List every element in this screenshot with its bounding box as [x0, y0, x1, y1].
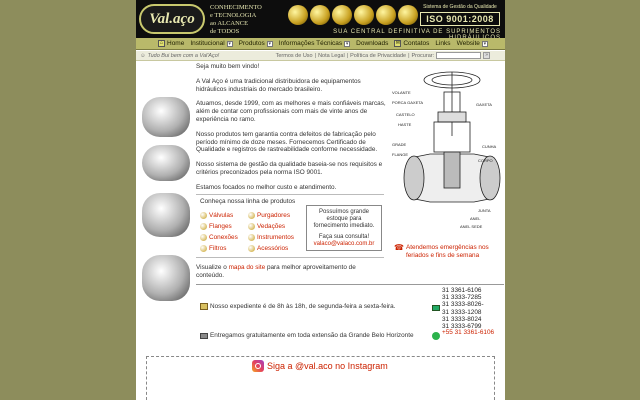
valve-part-icon	[288, 5, 308, 25]
filter-icon	[200, 245, 207, 252]
valve-label: ANEL SEDE	[460, 224, 483, 229]
phone-number[interactable]: 31 3333-8026-	[442, 301, 484, 309]
phone-number[interactable]: 31 3333-1208	[442, 308, 482, 316]
whatsapp-icon	[432, 332, 440, 340]
pipe-fittings-illustration	[136, 95, 194, 315]
fitting-icon	[200, 234, 207, 241]
emergency-notice[interactable]: ☎ Atendemos emergências nos feriados e fins de semana	[394, 243, 489, 259]
business-hours: Nosso expediente é de 8h às 18h, de segunda-feira a sexta-feira.	[200, 303, 395, 310]
chevron-down-icon: ▾	[483, 40, 487, 47]
welcome-subtext: Tudo Bui bem com a Val'Aço!	[147, 52, 220, 59]
valve-label: JUNTA	[478, 208, 491, 213]
sitemap-link[interactable]: mapa do site	[228, 264, 266, 271]
product-link-valvulas[interactable]: Válvulas	[200, 212, 233, 219]
divider	[196, 284, 504, 285]
phone-number[interactable]: 31 3333-8024	[442, 315, 482, 323]
instagram-link[interactable]: Siga a @val.aco no Instagram	[252, 360, 388, 372]
contact-icon: ✉	[395, 40, 400, 46]
pipe-fitting-image	[142, 145, 190, 181]
search-label: Procurar:	[411, 52, 435, 59]
product-link-acessorios[interactable]: Acessórios	[248, 245, 288, 252]
office-icon	[200, 303, 208, 310]
valve-part-icon	[376, 5, 396, 25]
valve-label: HASTE	[398, 122, 412, 127]
pipe-fitting-image	[142, 193, 190, 237]
valve-part-icon	[354, 5, 374, 25]
valve-icon	[200, 212, 207, 219]
search-go-button[interactable]: »	[483, 52, 490, 59]
email-link[interactable]: valaco@valaco.com.br	[313, 241, 375, 247]
product-link-instrumentos[interactable]: Instrumentos	[248, 234, 294, 241]
greeting: Seja muito bem vindo!	[196, 63, 260, 70]
phone-list	[442, 287, 504, 330]
user-icon: ☺	[140, 52, 146, 59]
tagline: CONHECIMENTO e TECNOLOGIA ao ALCANCE de TODOS	[210, 4, 262, 35]
header-parts-banner	[286, 3, 421, 27]
nav-item-contatos[interactable]: ✉ Contatos	[395, 40, 430, 47]
accessory-icon	[248, 245, 255, 252]
instagram-icon	[252, 360, 264, 372]
central-slogan: SUA CENTRAL DEFINITIVA DE SUPRIMENTOS	[333, 29, 501, 35]
product-link-vedacoes[interactable]: Vedações	[248, 223, 285, 230]
nav-item-institucional[interactable]: Institucional ▾	[190, 40, 231, 47]
stock-box: Possuímos grande estoque para fornecimento imediato. Faça sua consulta! valaco@valaco.com.br	[306, 205, 382, 251]
valve-part-icon	[332, 5, 352, 25]
terms-link[interactable]: Termos de Uso	[275, 52, 313, 59]
valve-label: VOLANTE	[392, 90, 411, 95]
logo[interactable]: Val.aço	[139, 4, 205, 34]
phone-number[interactable]: 31 3333-6799	[442, 323, 482, 331]
nav-item-website[interactable]: Website ▾	[456, 40, 487, 47]
truck-icon	[200, 333, 208, 339]
chevron-down-icon: ▾	[268, 40, 271, 47]
product-link-conexoes[interactable]: Conexões	[200, 234, 238, 241]
sitemap-notice: Visualize o mapa do site para melhor aproveitamento de conteúdo.	[196, 264, 356, 279]
product-link-purgadores[interactable]: Purgadores	[248, 212, 290, 219]
steam-trap-icon	[248, 212, 255, 219]
valve-part-icon	[398, 5, 418, 25]
nav-item-informacoes[interactable]: Informações Técnicas ▾	[278, 40, 349, 47]
legal-link[interactable]: Nota Legal	[318, 52, 345, 59]
pipe-fitting-image	[142, 97, 190, 137]
nav-item-links[interactable]: Links	[435, 40, 451, 47]
flange-icon	[200, 223, 207, 230]
valve-label: GRADE	[392, 142, 407, 147]
telephone-icon	[432, 305, 440, 311]
gauge-icon	[248, 234, 255, 241]
home-icon: ⌂	[159, 40, 164, 46]
privacy-link[interactable]: Política de Privacidade	[350, 52, 407, 59]
sub-bar: ☺ Tudo Bui bem com a Val'Aço! Termos de Uso | Nota Legal | Política de Privacidade | Procurar: »	[136, 51, 505, 61]
product-link-filtros[interactable]: Filtros	[200, 245, 226, 252]
valve-label: PORCA GAXETA	[392, 100, 424, 105]
valve-label: CUNHA	[482, 144, 497, 149]
valve-label: FLANGE	[392, 152, 409, 157]
search-input[interactable]	[436, 52, 481, 59]
chevron-down-icon: ▾	[345, 40, 349, 47]
nav-item-produtos[interactable]: Produtos ▾	[238, 40, 271, 47]
product-line-box	[196, 194, 384, 258]
phone-number[interactable]: 31 3361-6106	[442, 287, 482, 294]
page	[136, 0, 505, 400]
header	[136, 0, 505, 38]
valve-label: CASTELO	[396, 112, 415, 117]
valve-part-icon	[310, 5, 330, 25]
phone-number[interactable]: 31 3333-7285	[442, 294, 482, 302]
chevron-down-icon: ▾	[228, 40, 231, 47]
valve-label: ANEL	[470, 216, 481, 221]
seal-icon	[248, 223, 255, 230]
main-nav	[136, 38, 505, 50]
whatsapp-number[interactable]: +55 31 3361-6106	[442, 329, 495, 336]
delivery-notice: Entregamos gratuitamente em toda extensão da Grande Belo Horizonte	[200, 332, 414, 339]
phone-icon: ☎	[394, 243, 404, 252]
nav-item-home[interactable]: ⌂ Home	[159, 40, 185, 47]
product-link-flanges[interactable]: Flanges	[200, 223, 232, 230]
intro-text: Seja muito bem vindo! A Val Aço é uma tradicional distribuidora de equipamentos hidráulicos industriais do mercado brasileiro. Atuamos, desde 1999, com as melhores e mais confiáveis marcas, além de contar com profissionais com mais de vinte anos de experiência no ramo. Nosso produtos tem garantia contra defeitos de fabricação pelo período mínimo de doze meses. Fornecemos Certificado de Qualidade e registros de rastreabilidade conforme necessidade. Nosso sistema de gestão da qualidade baseia-se nos requisitos e critérios preconizados pela norma ISO 9001. Estamos focados no melhor custo e atendimento.	[196, 63, 386, 191]
valve-label: GAXETA	[476, 102, 492, 107]
iso-badge: Sistema de Gestão da Qualidade ISO 9001:2008	[420, 4, 500, 26]
pipe-fitting-image	[142, 255, 190, 301]
gate-valve-diagram	[390, 66, 502, 234]
valve-label: CORPO	[478, 158, 493, 163]
product-line-title: Conheça nossa linha de produtos	[200, 198, 296, 205]
nav-item-downloads[interactable]: Downloads	[356, 40, 389, 47]
